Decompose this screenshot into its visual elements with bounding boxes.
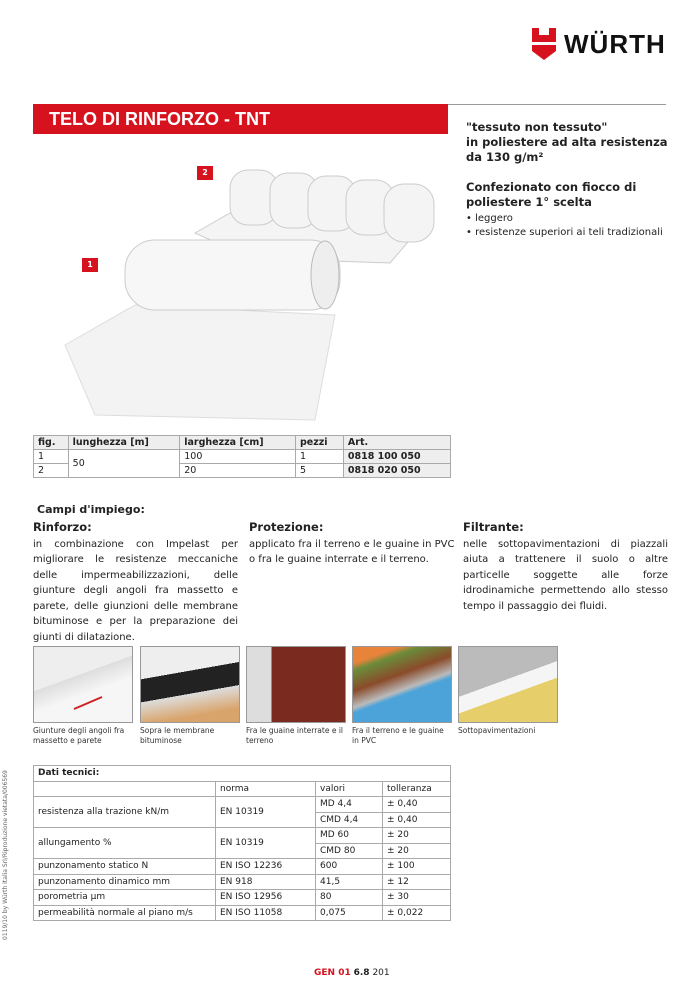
illustration-paving — [458, 646, 558, 723]
footer-chapter: 6.8 — [353, 968, 370, 978]
col-header: Art. — [343, 436, 450, 450]
page-title: TELO DI RINFORZO - TNT — [33, 104, 448, 134]
illustration-caption: Fra il terreno e le guaine in PVC — [352, 726, 444, 745]
use-title: Protezione: — [249, 520, 324, 534]
cell: 100 — [180, 450, 296, 464]
illustration-caption: Sopra le membrane bituminose — [140, 726, 215, 745]
illustration-caption: Giunture degli angoli fra massetto e parete — [33, 726, 125, 745]
cell: ± 20 — [383, 828, 451, 844]
intro-line: "tessuto non tessuto" — [466, 120, 608, 134]
cell: ± 100 — [383, 859, 451, 875]
product-table — [33, 435, 451, 478]
cell: CMD 4,4 — [316, 812, 383, 828]
fig-label: 1 — [82, 258, 98, 272]
illustration-buried — [246, 646, 346, 723]
packaging-note — [466, 180, 676, 210]
table-row — [34, 797, 451, 813]
col-header: tolleranza — [383, 781, 451, 797]
illustration-caption: Fra le guaine interrate e il terreno — [246, 726, 343, 745]
section-heading: Campi d'impiego: — [37, 503, 145, 516]
page-number: 201 — [372, 968, 390, 978]
footer-section: GEN 01 — [314, 968, 351, 978]
divider — [448, 104, 666, 105]
col-header: valori — [316, 781, 383, 797]
col-header: lunghezza [m] — [68, 436, 180, 450]
col-header: larghezza [cm] — [180, 436, 296, 450]
fig-label: 2 — [197, 166, 213, 180]
intro-sub: poliestere 1° scelta — [466, 195, 592, 209]
page-footer — [314, 968, 390, 978]
table-row — [34, 905, 451, 921]
use-rinforzo — [33, 520, 238, 645]
cell: 2 — [34, 464, 69, 478]
cell: 5 — [296, 464, 344, 478]
cell: MD 4,4 — [316, 797, 383, 813]
cell: resistenza alla trazione kN/m — [34, 797, 216, 828]
use-text: in combinazione con Impelast per migliorare le resistenze meccaniche delle impermeabilizzazioni, delle giunture degli angoli fra massetto e parete, delle giunzioni delle membrane bituminose e per la preparazione dei giunti di dilatazione. — [33, 538, 238, 643]
table-row — [34, 859, 451, 875]
use-text: nelle sottopavimentazioni di piazzali aiuta a trattenere il suolo o altre particelle soggette alle forze idrodinamiche permettendo allo stesso tempo il passaggio dei fluidi. — [463, 538, 668, 612]
cell: ± 30 — [383, 890, 451, 906]
cell: ± 20 — [383, 843, 451, 859]
table-row — [34, 828, 451, 844]
use-title: Rinforzo: — [33, 520, 92, 534]
cell: porometria µm — [34, 890, 216, 906]
intro-line: da 130 g/m² — [466, 150, 544, 164]
use-title: Filtrante: — [463, 520, 524, 534]
article-number: 0818 020 050 — [343, 464, 450, 478]
technical-data-table — [33, 765, 451, 921]
wurth-logo-icon — [532, 28, 556, 60]
cell: 0,075 — [316, 905, 383, 921]
cell: punzonamento statico N — [34, 859, 216, 875]
cell: EN ISO 12236 — [216, 859, 316, 875]
cell: permeabilità normale al piano m/s — [34, 905, 216, 921]
table-row — [34, 874, 451, 890]
cell: allungamento % — [34, 828, 216, 859]
cell: 600 — [316, 859, 383, 875]
feature-list — [466, 212, 663, 240]
col-header: fig. — [34, 436, 69, 450]
cell: EN 918 — [216, 874, 316, 890]
cell: 41,5 — [316, 874, 383, 890]
col-header — [34, 781, 216, 797]
product-image-roll-1 — [55, 235, 345, 425]
illustration-caption: Sottopavimentazioni — [458, 726, 536, 735]
wurth-logo — [532, 28, 666, 60]
cell: ± 0,40 — [383, 812, 451, 828]
cell: 1 — [34, 450, 69, 464]
feature-item: • leggero — [466, 212, 663, 226]
intro — [466, 120, 676, 165]
brand-name: WÜRTH — [564, 28, 666, 59]
use-protezione — [249, 520, 459, 568]
copyright-note: 0119/10 by Würth Italia Srl/Riproduzione vietata/006569 — [2, 770, 9, 940]
article-number: 0818 100 050 — [343, 450, 450, 464]
cell: punzonamento dinamico mm — [34, 874, 216, 890]
cell: 1 — [296, 450, 344, 464]
illustration-pvc — [352, 646, 452, 723]
feature-item: • resistenze superiori ai teli tradizionali — [466, 226, 663, 240]
cell: ± 12 — [383, 874, 451, 890]
table-row — [34, 890, 451, 906]
cell: 50 — [68, 450, 180, 478]
cell: 80 — [316, 890, 383, 906]
col-header: norma — [216, 781, 316, 797]
cell: EN 10319 — [216, 828, 316, 859]
table-row — [34, 450, 451, 464]
intro-sub: Confezionato con fiocco di — [466, 180, 637, 194]
cell: ± 0,022 — [383, 905, 451, 921]
illustration-corner — [33, 646, 133, 723]
table-title: Dati tecnici: — [34, 766, 451, 782]
cell: EN ISO 12956 — [216, 890, 316, 906]
cell: EN ISO 11058 — [216, 905, 316, 921]
cell: CMD 80 — [316, 843, 383, 859]
cell: 20 — [180, 464, 296, 478]
illustration-bitumen — [140, 646, 240, 723]
col-header: pezzi — [296, 436, 344, 450]
cell: MD 60 — [316, 828, 383, 844]
cell: EN 10319 — [216, 797, 316, 828]
use-filtrante — [463, 520, 668, 614]
use-text: applicato fra il terreno e le guaine in PVC o fra le guaine interrate e il terreno. — [249, 538, 455, 565]
intro-line: in poliestere ad alta resistenza — [466, 135, 668, 149]
cell: ± 0,40 — [383, 797, 451, 813]
